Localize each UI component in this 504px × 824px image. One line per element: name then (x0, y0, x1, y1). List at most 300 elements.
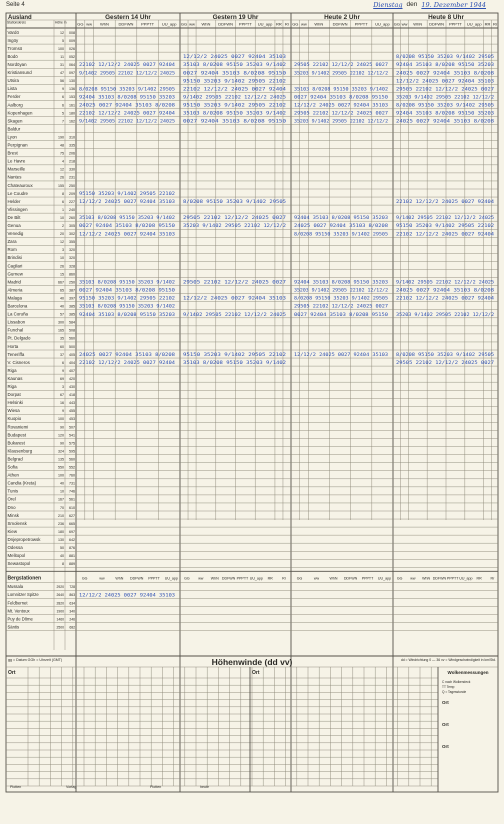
mountain-station-code: 863 (69, 593, 75, 598)
station-height: 236 (58, 521, 64, 526)
station-height: 190 (58, 135, 64, 140)
mountain-column-header: DDFWN (432, 576, 447, 581)
station-height: 26 (60, 264, 64, 269)
station-name: Smolensk (7, 520, 27, 526)
handwritten-entry: 22102 12/12/2 24025 0027 92404 (79, 62, 176, 68)
station-name: Helsinki (7, 400, 23, 406)
station-height: 324 (58, 449, 64, 454)
station-name: Nordöyan (7, 62, 27, 67)
station-code: 231 (69, 175, 75, 180)
column-header: PPPTT (354, 21, 368, 27)
column-header: GG (77, 21, 84, 27)
handwritten-entry: 24025 0027 92404 35103 8/0208 (396, 118, 495, 124)
handwritten-entry: 35103 8/0208 95150 35203 9/1402 (183, 110, 287, 116)
subheader-stationskreis: Stationskreis (7, 20, 26, 25)
station-height: 9 (62, 87, 64, 92)
station-height: 16 (60, 401, 64, 406)
station-code: 250 (69, 280, 75, 285)
handwritten-entry: 95150 35203 9/1402 29505 22102 (79, 191, 176, 196)
ort-label-left: Ort (8, 670, 16, 676)
hoehenwinde-right-note: dd = Windrichtung 0 — 36 vv = Windgeschwindigkeit in km/Std. (400, 658, 496, 662)
handwritten-entry: 29505 22102 12/12/2 24025 0027 (294, 62, 389, 68)
station-height: 165 (58, 328, 64, 333)
station-height: 100 (58, 473, 64, 478)
handwritten-entry: 24025 0027 92404 35103 8/0208 (79, 352, 176, 357)
station-name: Teneriffa (7, 351, 25, 357)
station-code: 385 (69, 312, 75, 317)
station-name: Tunis (7, 488, 19, 494)
handwritten-entry: 8/0208 95150 35203 9/1402 29505 (183, 199, 287, 205)
station-code: 136 (69, 87, 75, 92)
station-name: Brindisi (7, 255, 22, 261)
handwritten-entry: 0027 92404 35103 8/0208 95150 (294, 311, 389, 317)
handwritten-entry: 24025 0027 92404 35103 8/0208 (396, 287, 495, 293)
station-height: 6 (62, 103, 64, 108)
station-name: Aalborg (7, 102, 23, 108)
handwritten-entry: 24025 0027 92404 35103 8/0208 (396, 70, 495, 76)
handwritten-entry: 95150 35203 9/1402 29505 22102 (183, 352, 287, 357)
station-code: 026 (69, 46, 75, 51)
ort-label-right: Ort (252, 670, 260, 676)
column-header: ww (301, 21, 307, 27)
station-code: 541 (69, 433, 75, 438)
mountain-station-height: 2920 (56, 585, 64, 590)
mountain-column-header: WhN (329, 576, 338, 581)
mountain-column-header: PPPTT (446, 576, 459, 581)
mountain-column-header: RR (267, 576, 273, 581)
mountain-station-name: Puy de Dôme (7, 616, 33, 622)
station-height: 155 (58, 183, 64, 188)
column-header: WhN (314, 21, 324, 27)
handwritten-entry: 0027 92404 35103 8/0208 95150 (294, 94, 389, 100)
station-height: 50 (60, 546, 64, 550)
column-group-title: Gestern 19 Uhr (212, 14, 259, 21)
station-name: Kaunas (7, 375, 23, 381)
date-handwritten: 19. Dezember 1944 (421, 1, 486, 9)
station-name: Venedig (7, 231, 24, 237)
station-name: De Bilt (7, 214, 21, 220)
station-code: 731 (69, 481, 75, 486)
station-name: Gurnew (7, 271, 23, 277)
station-name: Skagen (7, 118, 23, 124)
station-height: 40 (60, 481, 64, 486)
mountain-column-header: RR (476, 576, 482, 581)
handwritten-entry: 9/1402 29505 22102 12/12/2 24025 (183, 311, 287, 317)
handwritten-entry: 35103 8/0208 95150 35203 9/1402 (183, 62, 287, 68)
station-name: Cagliari (7, 263, 23, 269)
handwritten-entry: 9/1402 29505 22102 12/12/2 24025 (79, 118, 176, 124)
hoehenwinde-title: Höhenwinde (dd vv) (211, 657, 293, 667)
station-height: 5 (62, 111, 64, 116)
mountain-column-header: UU_app (459, 576, 473, 581)
station-name: Odessa (7, 545, 23, 550)
weekday-handwritten: Dienstag (373, 1, 403, 9)
station-name: Baldur (7, 126, 21, 132)
page-label: Seite 4 (6, 2, 25, 8)
handwritten-entry: 22102 12/12/2 24025 0027 92404 (396, 231, 495, 237)
wolken-legend-line: TT Temp (442, 685, 455, 689)
mountain-column-header: PPPTT (361, 576, 374, 581)
station-code: 881 (69, 554, 75, 559)
handwritten-entry: 95150 35203 9/1402 29505 22102 (79, 295, 176, 301)
station-name: Horta (7, 343, 19, 349)
mountain-station-name: Feldbernet (7, 600, 28, 606)
station-code: 052 (69, 54, 75, 59)
handwritten-entry: 92404 35103 8/0208 95150 35203 (294, 215, 389, 221)
station-name: Barcelona (7, 303, 28, 309)
column-group-title: Heute 8 Uhr (428, 14, 464, 21)
station-name: Pt. Delgado (7, 335, 31, 341)
handwritten-entry: 22102 12/12/2 24025 0027 92404 (396, 295, 495, 301)
station-height: 8 (62, 191, 64, 196)
station-height: 15 (60, 272, 64, 277)
station-code: 507 (69, 425, 75, 430)
handwritten-entry: 8/0208 95150 35203 9/1402 29505 (396, 102, 495, 108)
column-header: ww (86, 21, 93, 27)
handwritten-entry: 0027 92404 35103 8/0208 95150 (183, 70, 287, 76)
handwritten-entry: 92404 35103 8/0208 95150 35203 (396, 110, 495, 116)
mountain-column-header: DDFWN (129, 576, 144, 581)
mountain-station-name: Säntis (7, 624, 20, 630)
station-code: 335 (69, 143, 75, 148)
mountain-station-height: 1900 (56, 609, 64, 614)
station-height: 40 (60, 304, 64, 309)
station-code: 876 (69, 546, 75, 550)
station-code: 218 (69, 159, 75, 164)
mountain-station-height: 1460 (56, 617, 64, 622)
station-code: 206 (69, 151, 75, 156)
station-name: Athen (7, 472, 19, 478)
mountain-header: Bergstationen (7, 575, 42, 582)
station-name: Lista (7, 86, 17, 92)
station-name: Dorpat (7, 392, 21, 398)
mountain-station-code: 634 (69, 601, 75, 606)
handwritten-entry: 92404 35103 8/0208 95150 35203 (294, 279, 389, 285)
station-code: 009 (69, 38, 75, 43)
station-name: Budapest (7, 432, 27, 438)
handwritten-entry: 12/12/2 24025 0027 92404 35103 (79, 199, 176, 205)
station-name: Ingöy (7, 37, 19, 43)
handwritten-entry: 12/12/2 24025 0027 92404 35103 (183, 295, 287, 301)
column-header: RR (276, 21, 282, 27)
station-code: 697 (69, 529, 75, 534)
station-code: 665 (69, 521, 75, 526)
station-code: 455 (69, 409, 75, 414)
handwritten-entry: 0027 92404 35103 8/0208 95150 (79, 223, 176, 229)
mountain-column-header: GG (184, 576, 190, 581)
station-code: 250 (69, 183, 75, 188)
hoehenwinde-left-note: gg = Datum GGh = Uhrzeit (GMT) (8, 658, 63, 662)
handwritten-entry: 95150 35203 9/1402 29505 22102 (183, 102, 287, 108)
handwritten-entry: 35103 8/0208 95150 35203 9/1402 (79, 279, 176, 285)
station-name: Klausenburg (7, 448, 33, 454)
station-height: 300 (58, 320, 64, 325)
wolkenmessungen-label: Wolkenmessungen (447, 670, 489, 675)
column-header: GG (180, 21, 188, 27)
station-name: Le Coudre (7, 190, 29, 196)
station-name: Malaga (7, 295, 22, 301)
station-code: 584 (69, 320, 75, 325)
handwritten-entry: 92404 35103 8/0208 95150 35203 (396, 62, 495, 68)
station-name: Marseille (7, 166, 26, 172)
station-code: 405 (69, 352, 75, 357)
station-name: Sewastopol (7, 561, 31, 567)
mountain-column-header: Rr (490, 576, 495, 581)
station-height: 6 (62, 360, 64, 365)
station-height: 37 (60, 352, 64, 357)
station-height: 69 (60, 376, 64, 381)
mountain-station-name: Mt. Ventoux (7, 608, 30, 614)
station-code: 310 (69, 135, 75, 140)
column-header: ww (189, 21, 195, 27)
station-height: 12 (60, 167, 64, 172)
column-group-title: Gestern 14 Uhr (105, 14, 151, 21)
handwritten-entry: 35203 9/1402 29505 22102 12/12/2 (396, 94, 495, 100)
station-code: 642 (69, 537, 75, 542)
station-name: Kristiansund (7, 70, 32, 76)
column-header: WhN (99, 21, 109, 27)
station-code: 209 (69, 191, 75, 196)
station-code: 161 (69, 103, 75, 108)
mountain-column-header: WhN (422, 576, 431, 581)
station-code: 889 (69, 562, 75, 567)
station-height: 7 (62, 119, 64, 124)
station-name: Chateauroux (7, 182, 33, 188)
handwritten-entry: 12/12/2 24025 0027 92404 35103 (183, 54, 287, 60)
station-height: 35 (60, 336, 64, 341)
station-height: 47 (60, 71, 64, 76)
column-header: GG (393, 21, 400, 27)
station-name: Vardö (7, 29, 19, 35)
handwritten-entry: 35203 9/1402 29505 22102 12/12/2 (294, 118, 389, 124)
handwritten-entry: 95150 35203 9/1402 29505 22102 (396, 223, 495, 229)
handwritten-entry: 22102 12/12/2 24025 0027 92404 (396, 199, 495, 205)
station-height: 2 (62, 224, 64, 228)
station-height: 9 (62, 409, 64, 414)
station-name: Belgrad (7, 456, 23, 462)
handwritten-entry: 12/12/2 24025 0027 92404 35103 (79, 231, 176, 237)
station-code: 418 (69, 393, 75, 398)
handwritten-entry: 0027 92404 35103 8/0208 95150 (183, 118, 287, 124)
handwritten-entry: 29505 22102 12/12/2 24025 0027 (183, 215, 287, 221)
handwritten-entry: 29505 22102 12/12/2 24025 0027 (396, 360, 495, 366)
station-height: 90 (60, 425, 64, 430)
station-header: Ausland (8, 15, 32, 21)
station-name: Kiew (7, 528, 18, 534)
mountain-station-height: 2500 (56, 625, 64, 630)
mountain-column-header: DDFWN (343, 576, 358, 581)
station-code: 397 (69, 296, 75, 301)
station-name: Lyon (7, 134, 17, 140)
station-name: Dnjepropetrowsk (7, 536, 41, 542)
mountain-station-name: Mussala (7, 584, 24, 590)
wolken-ort-label: Ort (442, 722, 449, 727)
station-height: 26 (60, 175, 64, 180)
station-code: 575 (69, 441, 75, 446)
station-name: V. Cisneros (7, 359, 30, 365)
mountain-station-name: Lomnitzer Spitze (7, 592, 39, 598)
station-height: 12 (60, 240, 64, 245)
station-code: 320 (69, 248, 75, 253)
handwritten-entry: 9/1402 29505 22102 12/12/2 24025 (183, 94, 287, 100)
mountain-column-header: ww (313, 576, 320, 581)
station-height: 67 (60, 393, 64, 398)
column-header: PPPTT (141, 21, 155, 27)
handwritten-entry: 35203 9/1402 29505 22102 12/12/2 (294, 70, 389, 76)
station-name: Ferder (7, 94, 21, 100)
station-name: Rom (7, 247, 17, 253)
handwritten-entry: 35103 8/0208 95150 35203 9/1402 (294, 86, 389, 92)
station-name: Brest (7, 150, 18, 156)
mountain-station-height: 2640 (56, 593, 64, 598)
station-height: 100 (58, 46, 64, 51)
wolken-legend-line: Q = Tagesstunde (442, 690, 467, 694)
handwritten-entry: 35203 9/1402 29505 22102 12/12/2 (294, 287, 389, 293)
station-name: La Coruña (7, 311, 29, 317)
handwritten-entry: 9/1402 29505 22102 12/12/2 24025 (79, 70, 176, 76)
station-name: Helder (7, 198, 21, 204)
station-name: Riga (7, 384, 17, 389)
station-code: 443 (69, 401, 75, 406)
station-name: Almeria (7, 287, 23, 293)
station-code: 552 (69, 465, 75, 470)
station-height: 550 (58, 465, 64, 470)
handwritten-entry: 12/12/2 24025 0027 92404 35103 (396, 78, 495, 84)
station-code: 500 (69, 344, 75, 349)
column-header: WhN (201, 21, 211, 27)
station-height: 210 (58, 513, 64, 518)
station-height: 135 (58, 457, 64, 462)
station-name: Bukarest (7, 440, 25, 446)
column-header: DDFWN (118, 21, 134, 27)
station-height: 100 (58, 417, 64, 422)
handwritten-entry: 8/0208 95150 35203 9/1402 29505 (79, 86, 176, 92)
station-code: 407 (69, 368, 75, 373)
station-code: 320 (69, 256, 75, 261)
mountain-station-code: 340 (69, 609, 75, 614)
station-height: 120 (58, 433, 64, 438)
station-height: 40 (60, 296, 64, 301)
column-header: GG (292, 21, 299, 27)
station-code: 328 (69, 264, 75, 269)
handwritten-entry: 22102 12/12/2 24025 0027 92404 (79, 360, 176, 366)
station-height: 6 (62, 199, 64, 204)
handwritten-entry: 8/0208 95150 35203 9/1402 29505 (294, 231, 389, 237)
handwritten-entry: 8/0208 95150 35203 9/1402 29505 (396, 352, 495, 357)
station-name: Riga (7, 367, 17, 373)
mountain-column-header: PPPTT (236, 576, 249, 581)
station-code: 097 (69, 71, 75, 76)
station-code: 561 (69, 497, 75, 502)
column-header: RR (484, 21, 491, 27)
station-height: 1 (62, 207, 64, 212)
mountain-column-header: PPPTT (148, 576, 160, 581)
station-height: 4 (62, 159, 64, 164)
station-name: Sofia (7, 464, 18, 470)
mountain-column-header: UU_app (377, 576, 392, 581)
handwritten-entry: 24025 0027 92404 35103 8/0208 (294, 223, 389, 229)
handwritten-entry: 12/12/2 24025 0027 92404 35103 (294, 352, 389, 357)
station-name: Rovaniemi (7, 424, 29, 430)
station-code: 305 (69, 224, 75, 228)
station-code: 240 (69, 207, 75, 212)
handwritten-entry: 0027 92404 35103 8/0208 95150 (79, 287, 176, 293)
station-code: 595 (69, 449, 75, 454)
station-height: 48 (60, 143, 64, 148)
station-code: 746 (69, 489, 75, 494)
station-code: 355 (69, 240, 75, 245)
station-code: 153 (69, 95, 75, 100)
station-height: 130 (58, 537, 64, 542)
station-code: 180 (69, 111, 75, 116)
column-header: ww (401, 21, 408, 27)
station-name: Candia (Kreta) (7, 480, 37, 486)
station-name: Zara (7, 239, 17, 245)
station-code: 008 (69, 30, 75, 35)
station-code: 162 (69, 119, 75, 124)
station-height: 8 (62, 562, 64, 567)
handwritten-entry: 22102 12/12/2 24025 0027 92404 (183, 86, 287, 92)
handwritten-entry: 29505 22102 12/12/2 24025 0027 (294, 110, 389, 116)
handwritten-entry: 29505 22102 12/12/2 24025 0027 (183, 279, 287, 285)
station-name: Dno (7, 504, 16, 510)
mountain-column-header: GG (396, 576, 403, 581)
column-header: UU_app (466, 21, 482, 27)
mountain-column-header: DDFWN (221, 576, 236, 581)
station-name: Bodö (7, 53, 18, 59)
station-code: 260 (69, 215, 75, 220)
column-header: DDFWN (218, 21, 234, 27)
station-code: 560 (69, 457, 75, 462)
station-code: 330 (69, 167, 75, 172)
footer-plotten-heute: Plotten (150, 785, 162, 789)
station-name: Tromsö (7, 45, 23, 51)
mountain-station-code: 682 (69, 625, 75, 630)
station-name: Le Havre (7, 158, 26, 164)
station-height: 56 (60, 79, 64, 84)
station-code: 064 (69, 63, 75, 67)
station-height: 180 (58, 529, 64, 534)
column-header: WhN (413, 21, 423, 27)
handwritten-entry: 35103 8/0208 95150 35203 9/1402 (183, 360, 287, 366)
handwritten-entry: 9/1402 29505 22102 12/12/2 24025 (396, 215, 495, 221)
mountain-station-code: 728 (69, 585, 75, 590)
station-height: 57 (60, 312, 64, 317)
column-header: Rr (284, 21, 290, 27)
handwritten-entry: 92404 35103 8/0208 95150 35203 (79, 311, 176, 317)
wolken-legend-line: C nach Wolkendeck (442, 680, 471, 684)
footer-heute: heute (200, 785, 209, 789)
subheader-hoehe: Höhe m (55, 20, 67, 25)
station-code: 453 (69, 417, 75, 422)
handwritten-entry: 8/0208 95150 35203 9/1402 29505 (294, 295, 389, 301)
station-code: 508 (69, 328, 75, 333)
column-header: DDFWN (332, 21, 348, 27)
station-code: 385 (69, 304, 75, 309)
station-height: 11 (60, 54, 64, 59)
station-code: 560 (69, 336, 75, 341)
station-name: Nantes (7, 174, 22, 180)
handwritten-entry: 8/0208 95150 35203 9/1402 29505 (396, 54, 495, 60)
column-header: UU_app (161, 21, 177, 27)
station-name: Wiesa (7, 408, 20, 414)
mountain-column-header: ww (410, 576, 416, 581)
handwritten-entry: 29505 22102 12/12/2 24025 0027 (396, 86, 495, 92)
column-header: Rr (493, 21, 498, 27)
mountain-station-code: 246 (69, 617, 75, 622)
station-name: Kopenhagen (7, 110, 33, 116)
station-name: Funchal (7, 327, 24, 333)
